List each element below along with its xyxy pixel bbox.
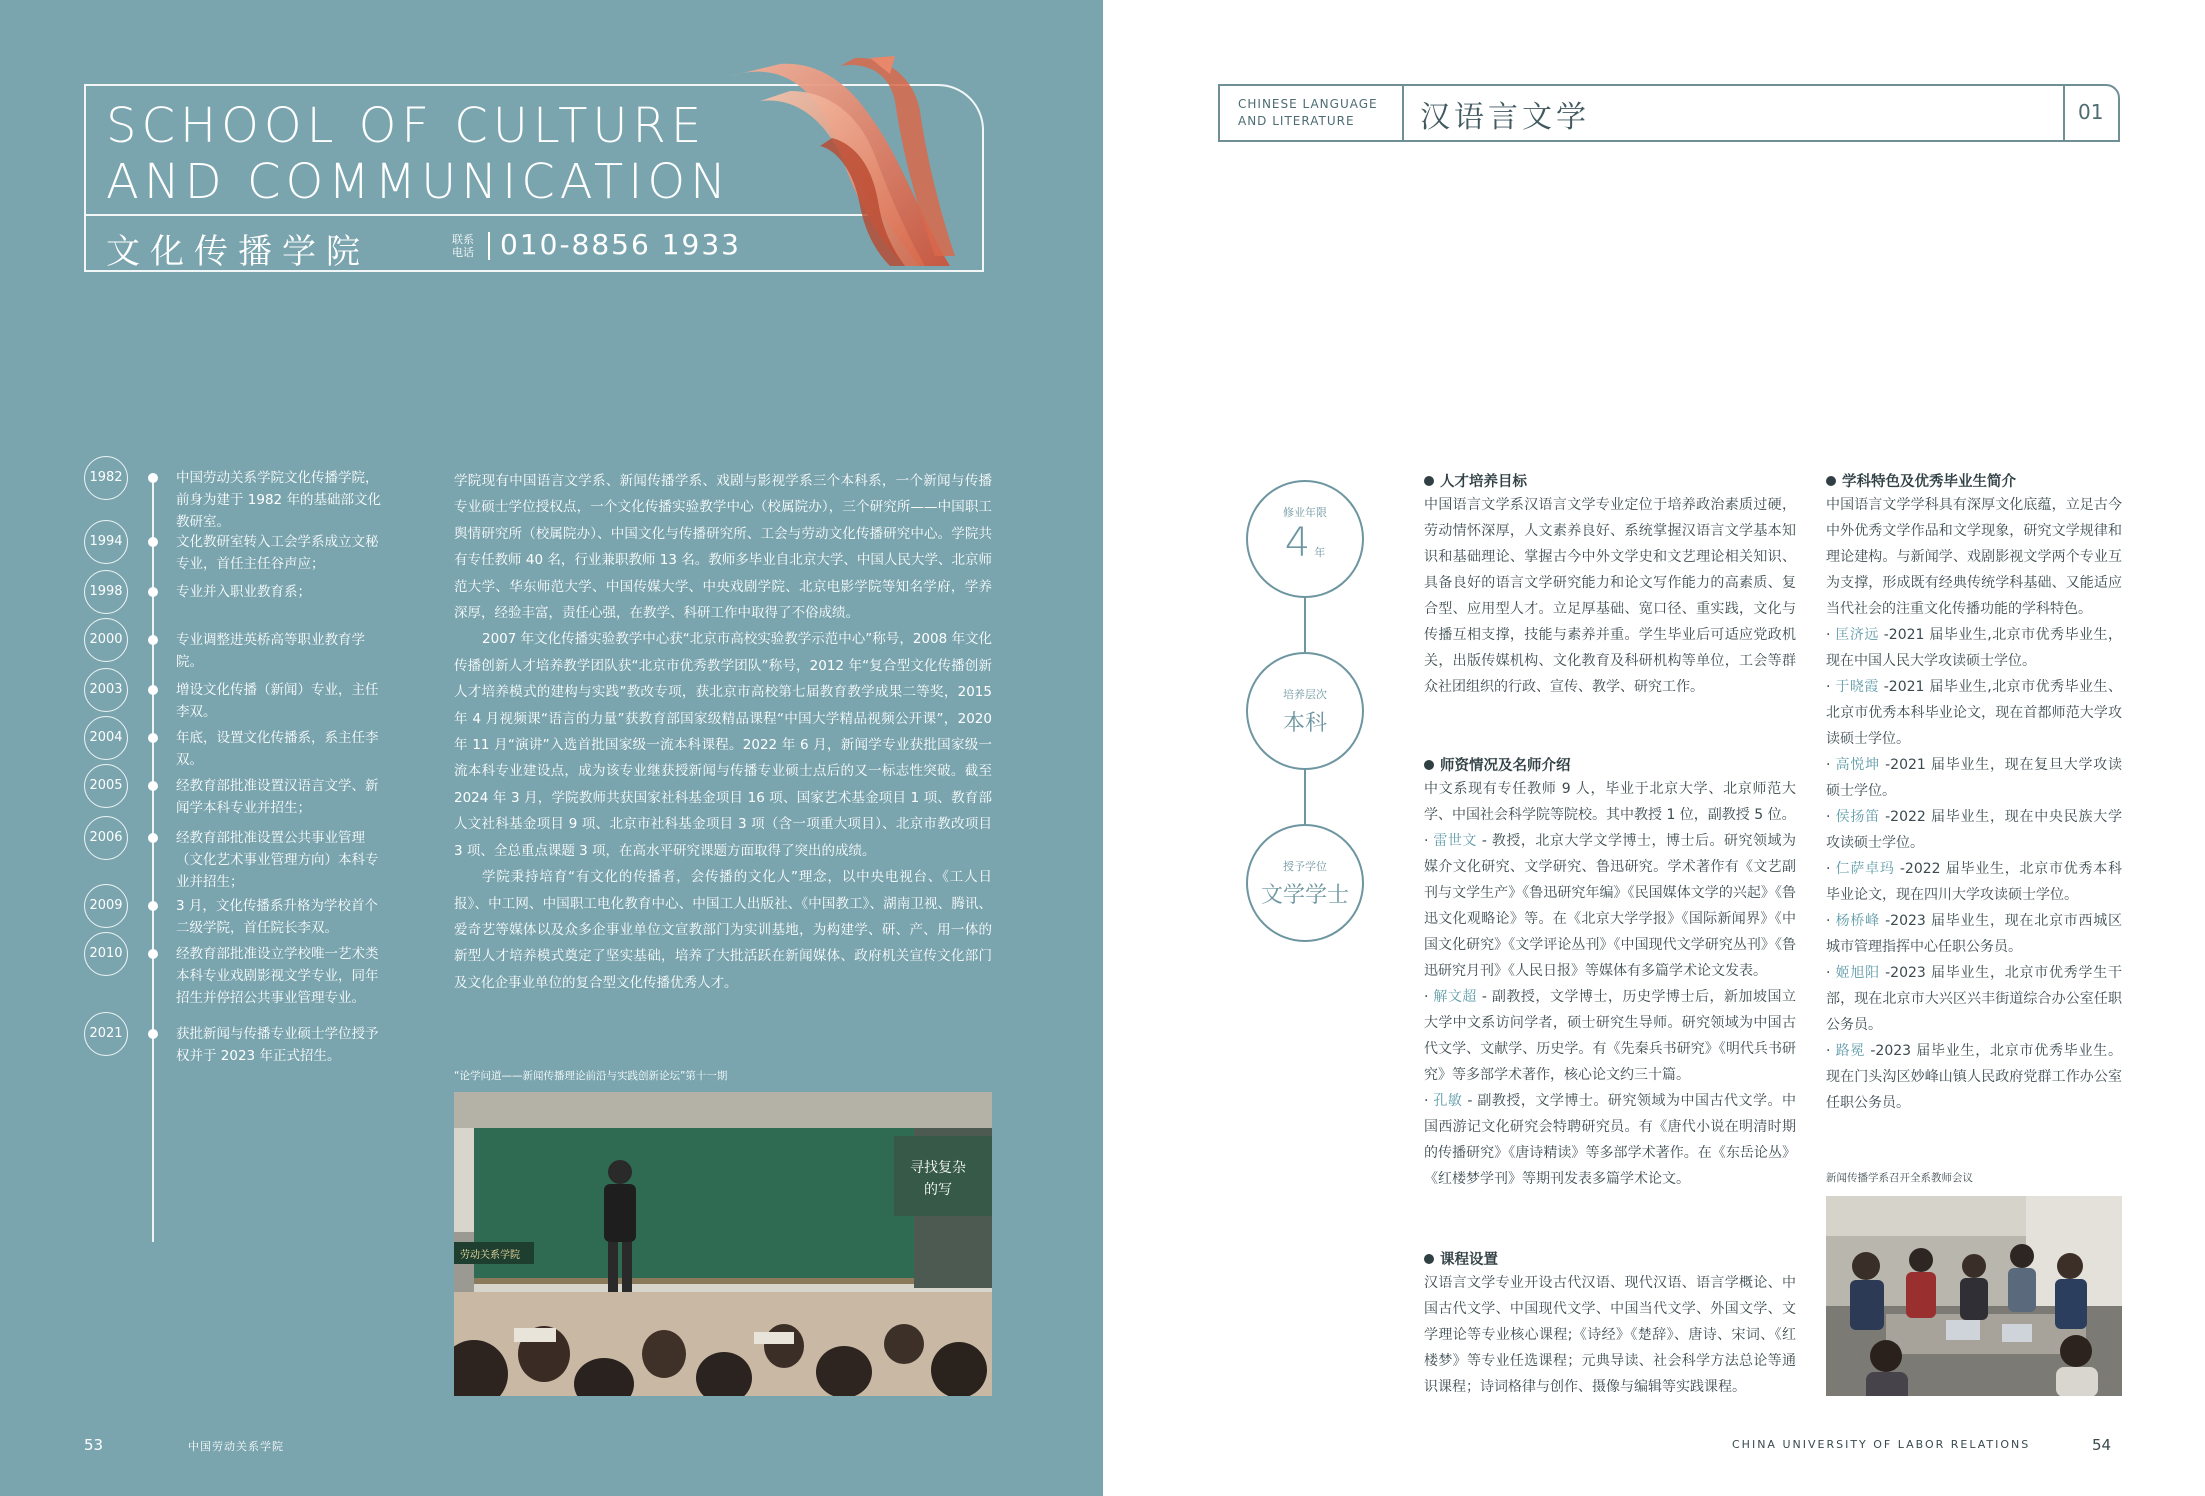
graduates-list	[1826, 622, 2122, 1116]
timeline-entry-text: 获批新闻与传播专业硕士学位授予权并于 2023 年正式招生。	[176, 1026, 379, 1064]
timeline-dot	[148, 537, 158, 547]
faculty-member-name: 解文超	[1433, 989, 1477, 1005]
faculty-member: · 解文超 - 副教授，文学博士，历史学博士后，新加坡国立大学中文系访问学者，硕士研究生导师。研究领域为中国古代文学、文献学、历史学。有《先秦兵书研究》《明代兵书研究》等多部学术著作，核心论文约三十篇。	[1424, 989, 1797, 1083]
info-connector-2	[1304, 770, 1306, 824]
goal-text: 中国语言文学系汉语言文学专业定位于培养政治素质过硬，劳动情怀深厚，人文素养良好、系统掌握汉语言文学基本知识和基础理论、掌握古今中外文学史和文艺理论相关知识、具备良好的语言文学研究能力和论文写作能力的高素质、复合型、应用型人才。立足厚基础、宽口径、重实践，文化与传播互相支撑，技能与素养并重。学生毕业后可适应党政机关，出版传媒机构、文化教育及科研机构等单位，工会等群众社团组织的行政、宣传、教学、研究工作。	[1424, 497, 1796, 695]
intro-paragraph-2: 2007 年文化传播实验教学中心获“北京市高校实验教学示范中心”称号，2008 年文化传播创新人才培养教学团队获“北京市优秀教学团队”称号，2012 年“复合型文化传播创新人才培养模式的建构与实践”教改专项，获北京市高校第七届教育教学成果二等奖，2015 年 4 月视频课“语言的力量”获教育部国家级精品课程“中国大学精品视频公开课”，2020 年 11 月“演讲”入选首批国家级一流本科课程。2022 年 6 月，新闻学专业获批国家级一流本科专业建设点，成为该专业继获授新闻与传播专业硕士点后的又一标志性突破。截至 2024 年 3 月，学院教师共获国家社科基金项目 16 项、国家艺术基金项目 1 项、教育部人文社科基金项目 9 项、北京市社科基金项目 3 项（含一项重大项目）、北京市教改项目 3 项、全总重点课题 3 项，在高水平研究课题方面取得了突出的成绩。	[454, 631, 992, 859]
timeline-dot	[148, 901, 158, 911]
timeline-entry-text: 年底，设置文化传播系，系主任李双。	[176, 730, 379, 768]
contact-phone: 010-8856 1933	[500, 228, 741, 261]
timeline-year: 2021	[84, 1012, 128, 1056]
graduate-name: 路冕	[1835, 1043, 1866, 1059]
decorative-ribbon-illustration	[720, 56, 970, 276]
degree-label: 授予学位	[1283, 860, 1327, 873]
timeline-year: 2005	[84, 764, 128, 808]
board-text-line-2: 的写	[924, 1182, 952, 1198]
timeline-year: 2006	[84, 816, 128, 860]
section-title-goal	[1424, 470, 1527, 491]
timeline-dot	[148, 587, 158, 597]
timeline-year: 2003	[84, 668, 128, 712]
graduate-description: -2021 届毕业生，现在复旦大学攻读硕士学位。	[1826, 757, 2122, 799]
graduate-name: 匡济远	[1835, 627, 1879, 643]
graduate-description: -2022 届毕业生，北京市优秀本科毕业论文，现在四川大学攻读硕士学位。	[1826, 861, 2122, 903]
faculty-member-name: 雷世文	[1433, 833, 1477, 849]
study-duration-number: 4	[1284, 520, 1311, 566]
timeline-entry-text: 经教育部批准设置汉语言文学、新闻学本科专业并招生；	[176, 778, 379, 816]
school-introduction	[454, 468, 992, 996]
timeline-entry-text: 中国劳动关系学院文化传播学院，前身为建于 1982 年的基础部文化教研室。	[176, 470, 381, 530]
timeline-dot	[148, 733, 158, 743]
intro-paragraph-1: 学院现有中国语言文学系、新闻传播学系、戏剧与影视学系三个本科系，一个新闻与传播专业硕士学位授权点，一个文化传播实验教学中心（校属院办），三个研究所——中国职工舆情研究所（校属院办）、中国文化与传播研究所、工会与劳动文化传播研究中心。学院共有专任教师 40 名，行业兼职教师 13 名。教师多毕业自北京大学、中国人民大学、北京师范大学、华东师范大学、中国传媒大学、中央戏剧学院、北京电影学院等知名学府，学养深厚，经验丰富，责任心强，在教学、科研工作中取得了不俗成绩。	[454, 473, 992, 622]
timeline-entry-text: 专业并入职业教育系；	[176, 584, 311, 600]
title-english-line-1: SCHOOL OF CULTURE	[106, 98, 707, 154]
graduate-item: · 姬旭阳 -2023 届毕业生，北京市优秀学生干部，现在北京市大兴区兴丰街道综合办公室任职公务员。	[1826, 965, 2122, 1033]
info-connector-1	[1304, 598, 1306, 652]
faculty-member-name: 孔敏	[1433, 1093, 1463, 1109]
timeline-dot	[148, 949, 158, 959]
title-chinese: 文化传播学院	[106, 232, 370, 272]
graduate-name: 于晓霞	[1835, 679, 1879, 695]
faculty-title-text: 师资情况及名师介绍	[1440, 758, 1571, 774]
forum-photo-illustration	[454, 1092, 992, 1396]
timeline-dot	[148, 635, 158, 645]
education-level-label: 培养层次	[1283, 688, 1327, 701]
banner-text: 劳动关系学院	[460, 1250, 520, 1261]
faculty-member: · 孔敏 - 副教授，文学博士。研究领域为中国古代文学。中国西游记文化研究会特聘研究员。有《唐代小说在明清时期的传播研究》《唐诗精读》等多部学术著作。在《东岳论丛》《红楼梦学刊》等期刊发表多篇学术论文。	[1424, 1093, 1796, 1187]
faculty-member: · 雷世文 - 教授，北京大学文学博士，博士后。研究领域为媒介文化研究、文学研究、鲁迅研究。学术著作有《文艺副刊与文学生产》《鲁迅研究年编》《民国媒体文学的兴起》《鲁迅文化观略论》等。在《北京大学学报》《国际新闻界》《中国文化研究》《文学评论丛刊》《中国现代文学研究丛刊》《鲁迅研究月刊》《人民日报》等媒体有多篇学术论文发表。	[1424, 833, 1797, 979]
meeting-photo-caption: 新闻传播学系召开全系教师会议	[1826, 1172, 1973, 1184]
program-name-chinese: 汉语言文学	[1420, 100, 1590, 135]
forum-photo	[454, 1092, 992, 1396]
header-divider-2	[2063, 84, 2065, 142]
timeline-entry-text: 增设文化传播（新闻）专业，主任李双。	[176, 682, 379, 720]
bullet-icon	[1424, 1254, 1434, 1264]
timeline-year: 1994	[84, 520, 128, 564]
courses-text: 汉语言文学专业开设古代汉语、现代汉语、语言学概论、中国古代文学、中国现代文学、中国当代文学、外国文学、文学理论等专业核心课程;《诗经》《楚辞》、唐诗、宋词、《红楼梦》等专业任选课程；元典导读、社会科学方法总论等通识课程；诗词格律与创作、摄像与编辑等实践课程。	[1424, 1275, 1796, 1395]
faculty-member-bio: - 教授，北京大学文学博士，博士后。研究领域为媒介文化研究、文学研究、鲁迅研究。学术著作有《文艺副刊与文学生产》《鲁迅研究年编》《民国媒体文学的兴起》《鲁迅文化观略论》等。在《北京大学学报》《国际新闻界》《中国文化研究》《文学评论丛刊》《中国现代文学研究丛刊》《鲁迅研究月刊》《人民日报》等媒体有多篇学术论文发表。	[1424, 833, 1797, 979]
contact-label: 联系电话	[452, 233, 474, 259]
timeline-year: 2009	[84, 884, 128, 928]
graduate-description: -2023 届毕业生，北京市优秀学生干部，现在北京市大兴区兴丰街道综合办公室任职公务员。	[1826, 965, 2122, 1033]
timeline-year: 2010	[84, 932, 128, 976]
timeline-dot	[148, 473, 158, 483]
program-name-english: CHINESE LANGUAGE AND LITERATURE	[1238, 97, 1378, 128]
timeline-dot	[148, 781, 158, 791]
degree-circle	[1246, 824, 1364, 942]
section-title-courses	[1424, 1248, 1498, 1269]
graduate-description: -2021 届毕业生,北京市优秀毕业生，现在中国人民大学攻读硕士学位。	[1826, 627, 2123, 669]
graduate-description: -2023 届毕业生，现在北京市西城区城市管理指挥中心任职公务员。	[1826, 913, 2122, 955]
graduate-name: 仁萨卓玛	[1835, 861, 1895, 877]
section-title-features	[1826, 470, 2016, 491]
intro-paragraph-3: 学院秉持培育“有文化的传播者，会传播的文化人”理念，以中央电视台、《工人日报》、中工网、中国职工电化教育中心、中国工人出版社、《中国教工》、湖南卫视、腾讯、爱奇艺等媒体以及众多企事业单位文宣教部门为实训基地，为构建学、研、产、用一体的新型人才培养模式奠定了坚实基础，培养了大批活跃在新闻媒体、政府机关宣传文化部门及文化企事业单位的复合型文化传播优秀人才。	[454, 869, 992, 991]
timeline-year: 2004	[84, 716, 128, 760]
header-divider-1	[1402, 84, 1404, 142]
study-duration-value	[1248, 520, 1362, 566]
goal-title-text: 人才培养目标	[1440, 474, 1527, 490]
graduate-description: -2022 届毕业生，现在中央民族大学攻读硕士学位。	[1826, 809, 2122, 851]
faculty-text	[1424, 776, 1796, 1192]
timeline-entry-text: 文化教研室转入工会学系成立文秘专业，首任主任谷声应；	[176, 534, 379, 572]
graduate-item: · 于晓霞 -2021 届毕业生,北京市优秀毕业生、北京市优秀本科毕业论文，现在首都师范大学攻读硕士学位。	[1826, 679, 2123, 747]
meeting-photo	[1826, 1196, 2122, 1396]
graduate-item: · 杨桥峰 -2023 届毕业生，现在北京市西城区城市管理指挥中心任职公务员。	[1826, 913, 2122, 955]
faculty-member-bio: - 副教授，文学博士，历史学博士后，新加坡国立大学中文系访问学者，硕士研究生导师。研究领域为中国古代文学、文献学、历史学。有《先秦兵书研究》《明代兵书研究》等多部学术著作，核心论文约三十篇。	[1424, 989, 1797, 1083]
graduate-name: 侯扬笛	[1835, 809, 1880, 825]
study-duration-circle	[1246, 480, 1364, 598]
bullet-icon	[1826, 476, 1836, 486]
board-text-line-1: 寻找复杂	[910, 1160, 966, 1176]
footer-right: CHINA UNIVERSITY OF LABOR RELATIONS	[1732, 1438, 2031, 1451]
program-number: 01	[2078, 100, 2104, 124]
graduate-name: 杨桥峰	[1835, 913, 1880, 929]
page-number-left: 53	[84, 1436, 104, 1454]
timeline-dot	[148, 1029, 158, 1039]
faculty-intro: 中文系现有专任教师 9 人，毕业于北京大学、北京师范大学、中国社会科学院等院校。其中教授 1 位，副教授 5 位。	[1424, 781, 1796, 823]
timeline-year: 2000	[84, 618, 128, 662]
timeline-dot	[148, 685, 158, 695]
timeline-entry-text: 专业调整进英桥高等职业教育学院。	[176, 632, 365, 670]
bullet-icon	[1424, 760, 1434, 770]
section-title-faculty	[1424, 754, 1571, 775]
graduate-description: -2021 届毕业生,北京市优秀毕业生、北京市优秀本科毕业论文，现在首都师范大学攻读硕士学位。	[1826, 679, 2123, 747]
page-number-right: 54	[2092, 1436, 2112, 1454]
graduate-item: · 侯扬笛 -2022 届毕业生，现在中央民族大学攻读硕士学位。	[1826, 809, 2122, 851]
features-text	[1826, 492, 2122, 1116]
education-level-circle	[1246, 652, 1364, 770]
timeline-year: 1982	[84, 456, 128, 500]
degree-value: 文学学士	[1260, 883, 1349, 908]
graduate-item: · 高悦坤 -2021 届毕业生，现在复旦大学攻读硕士学位。	[1826, 757, 2122, 799]
meeting-photo-illustration	[1826, 1196, 2122, 1396]
footer-left: 中国劳动关系学院	[188, 1440, 284, 1453]
faculty-member-bio: - 副教授，文学博士。研究领域为中国古代文学。中国西游记文化研究会特聘研究员。有《唐代小说在明清时期的传播研究》《唐诗精读》等多部学术著作。在《东岳论丛》《红楼梦学刊》等期刊发表多篇学术论文。	[1424, 1093, 1796, 1187]
title-english-line-2: AND COMMUNICATION	[106, 154, 732, 210]
timeline-dot	[148, 833, 158, 843]
graduate-item: · 仁萨卓玛 -2022 届毕业生，北京市优秀本科毕业论文，现在四川大学攻读硕士学位。	[1826, 861, 2122, 903]
education-level-value: 本科	[1282, 711, 1327, 736]
graduate-description: -2023 届毕业生，北京市优秀毕业生。现在门头沟区妙峰山镇人民政府党群工作办公室任职公务员。	[1826, 1043, 2122, 1111]
features-intro: 中国语言文学学科具有深厚文化底蕴，立足古今中外优秀文学作品和文学现象，研究文学规律和理论建构。与新闻学、戏剧影视文学两个专业互为支撑，形成既有经典传统学科基础、又能适应当代社会的注重文化传播功能的学科特色。	[1826, 497, 2122, 617]
study-duration-unit: 年	[1314, 546, 1326, 559]
bullet-icon	[1424, 476, 1434, 486]
study-duration-label: 修业年限	[1283, 506, 1327, 519]
graduate-item: · 匡济远 -2021 届毕业生,北京市优秀毕业生，现在中国人民大学攻读硕士学位。	[1826, 627, 2123, 669]
timeline-entry-text: 经教育部批准设立学校唯一艺术类本科专业戏剧影视文学专业，同年招生并停招公共事业管理专业。	[176, 946, 379, 1006]
timeline-year: 1998	[84, 570, 128, 614]
graduate-name: 高悦坤	[1835, 757, 1880, 773]
timeline-entry-text: 经教育部批准设置公共事业管理（文化艺术事业管理方向）本科专业并招生；	[176, 830, 379, 890]
graduate-item: · 路冕 -2023 届毕业生，北京市优秀毕业生。现在门头沟区妙峰山镇人民政府党群工作办公室任职公务员。	[1826, 1043, 2122, 1111]
features-title-text: 学科特色及优秀毕业生简介	[1842, 474, 2016, 490]
forum-photo-caption: “论学问道——新闻传播理论前沿与实践创新论坛”第十一期	[454, 1070, 728, 1082]
timeline-entry-text: 3 月，文化传播系升格为学校首个二级学院，首任院长李双。	[176, 898, 378, 936]
courses-title-text: 课程设置	[1440, 1252, 1498, 1268]
contact-separator	[488, 232, 490, 260]
graduate-name: 姬旭阳	[1835, 965, 1880, 981]
